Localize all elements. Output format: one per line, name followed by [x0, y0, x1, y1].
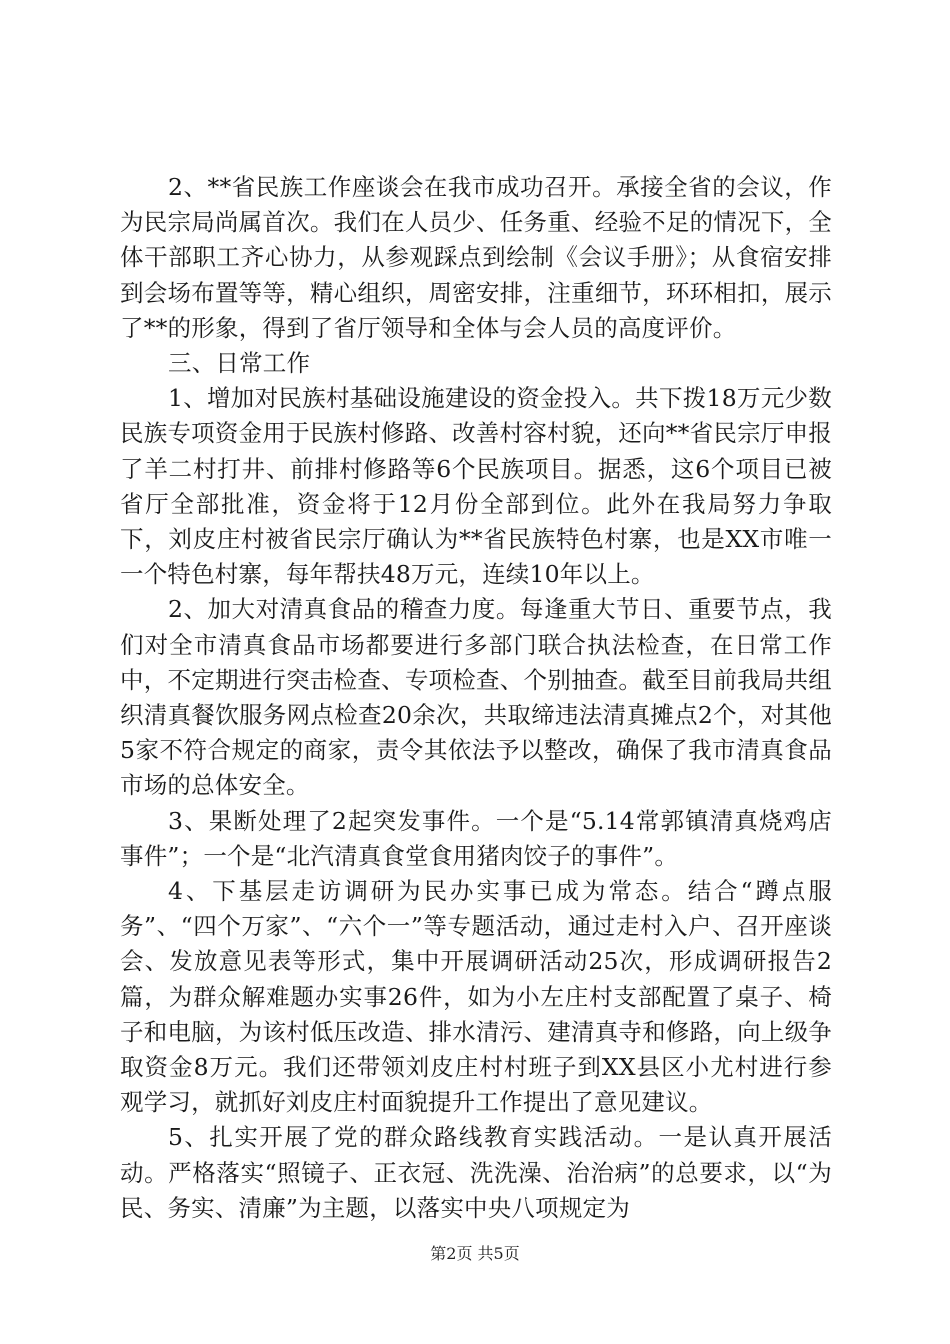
section-heading-daily-work: 三、日常工作 [168, 349, 311, 378]
paragraph-halal-inspection: 2、加大对清真食品的稽查力度。每逢重大节日、重要节点，我们对全市清真食品市场都要进行多部门联合执法检查，在日常工作中，不定期进行突击检查、专项检查、个别抽查。截至目前我局共组织清真餐饮服务网点检查20余次，共取缔违法清真摊点2个，对其他5家不符合规定的商家，责令其依法予以整改，确保了我市清真食品市场的总体安全。 [120, 595, 832, 800]
paragraph-meeting: 2、**省民族工作座谈会在我市成功召开。承接全省的会议，作为民宗局尚属首次。我们在人员少、任务重、经验不足的情况下，全体干部职工齐心协力，从参观踩点到绘制《会议手册》；从食宿安排到会场布置等等，精心组织，周密安排，注重细节，环环相扣，展示了**的形象，得到了省厅领导和全体与会人员的高度评价。 [120, 173, 832, 342]
body-text [120, 170, 832, 1226]
paragraph-grassroots-visits: 4、下基层走访调研为民办实事已成为常态。结合“蹲点服务”、“四个万家”、“六个一”等专题活动，通过走村入户、召开座谈会、发放意见表等形式，集中开展调研活动25次，形成调研报告2篇，为群众解难题办实事26件，如为小左庄村支部配置了桌子、椅子和电脑，为该村低压改造、排水清污、建清真寺和修路，向上级争取资金8万元。我们还带领刘皮庄村村班子到XX县区小尤村进行参观学习，就抓好刘皮庄村面貌提升工作提出了意见建议。 [120, 877, 832, 1117]
paragraph-mass-line: 5、扎实开展了党的群众路线教育实践活动。一是认真开展活动。严格落实“照镜子、正衣冠、洗洗澡、治治病”的总要求，以“为民、务实、清廉”为主题，以落实中央八项规定为 [120, 1123, 832, 1222]
page-number-footer: 第2页 共5页 [430, 1244, 520, 1263]
paragraph-incidents: 3、果断处理了2起突发事件。一个是“5.14常郭镇清真烧鸡店事件”；一个是“北汽清真食堂食用猪肉饺子的事件”。 [120, 806, 832, 870]
paragraph-funding: 1、增加对民族村基础设施建设的资金投入。共下拨18万元少数民族专项资金用于民族村修路、改善村容村貌，还向**省民宗厅申报了羊二村打井、前排村修路等6个民族项目。据悉，这6个项目已被省厅全部批准，资金将于12月份全部到位。此外在我局努力争取下，刘皮庄村被省民宗厅确认为**省民族特色村寨，也是XX市唯一一个特色村寨，每年帮扶48万元，连续10年以上。 [120, 384, 832, 589]
